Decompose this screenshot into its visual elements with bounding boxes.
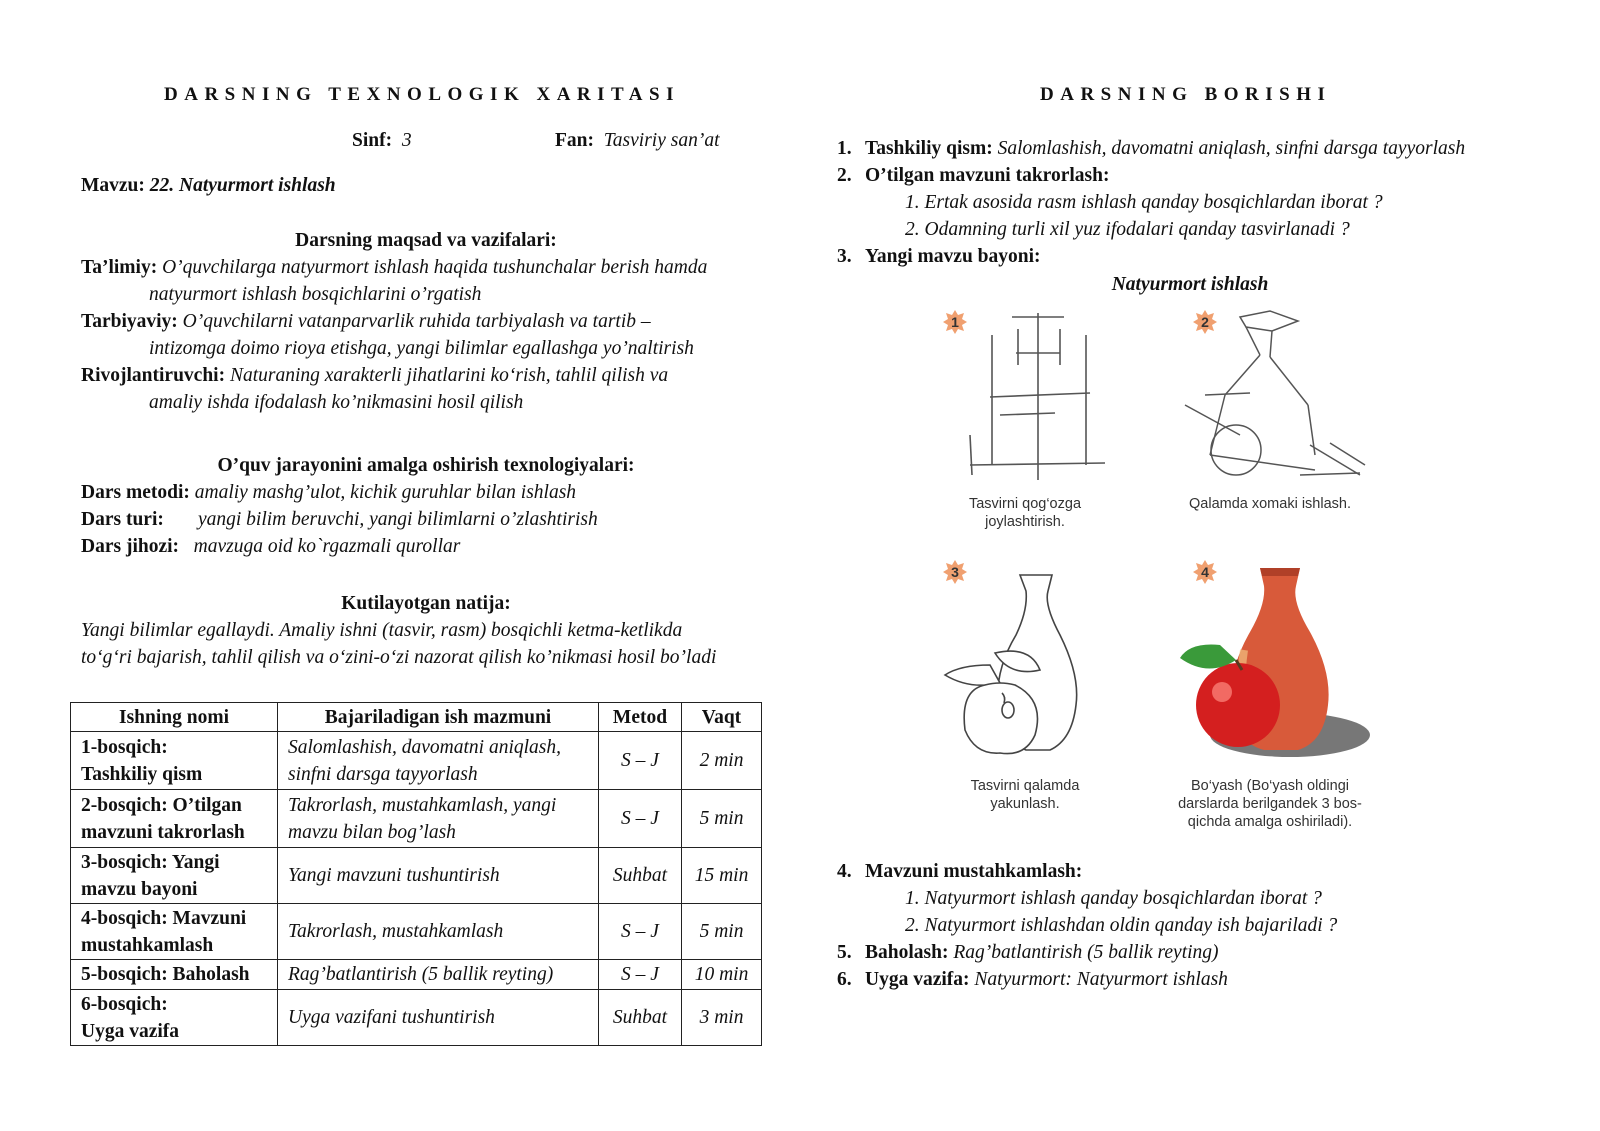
stage-name: 5-bosqich: Baholash [71, 960, 278, 990]
question: 1. Natyurmort ishlash qanday bosqichlardan iborat ? [905, 888, 1322, 909]
mavzu-value: 22. Natyurmort ishlash [149, 175, 336, 196]
stage-name: 6-bosqich: Uyga vazifa [71, 990, 278, 1046]
step4-caption: Bo‘yash (Bo‘yash oldingi darslarda berilgandek 3 bos- qichda amalga oshiriladi). [1178, 778, 1362, 830]
list-item: 3. Yangi mavzu bayoni: [837, 246, 1041, 267]
mavzu-field [81, 172, 336, 199]
list-item: 5. Baholash: Rag’batlantirish (5 ballik reyting) [837, 942, 1219, 963]
talimiy-label: Ta’limiy: [81, 257, 158, 278]
table-row [71, 732, 762, 790]
step3-sketch [940, 565, 1140, 765]
step4-painted [1160, 560, 1380, 770]
step-badge-2: 2 [1192, 309, 1218, 335]
result-text-cont: to‘g‘ri bajarish, tahlil qilish va o‘zini-o‘zi nazorat qilish ko’nikmasi hosil bo’ladi [81, 647, 717, 668]
step2-sketch [1180, 305, 1380, 490]
rivoj-text-cont: amaliy ishda ifodalash ko’nikmasini hosil qilish [149, 392, 524, 413]
fan-field [555, 127, 720, 154]
rivoj-text: Naturaning xarakterli jihatlarini ko‘rish, tahlil qilish va [229, 365, 669, 386]
talimiy-text-cont: natyurmort ishlash bosqichlarini o’rgatish [149, 284, 482, 305]
stage-name: 4-bosqich: Mavzuni mustahkamlash [71, 904, 278, 960]
metod-label: Dars metodi: [81, 482, 190, 503]
tarbiyaviy-label: Tarbiyaviy: [81, 311, 178, 332]
figure-title: Natyurmort ishlash [1111, 274, 1269, 295]
lesson-steps [837, 135, 1577, 270]
stage-vaqt: 3 min [682, 990, 762, 1046]
stage-metod: S – J [599, 960, 682, 990]
stage-metod: S – J [599, 904, 682, 960]
stage-vaqt: 2 min [682, 732, 762, 790]
stage-content: Takrorlash, mustahkamlash, yangi mavzu bilan bog’lash [278, 790, 599, 848]
stage-metod: S – J [599, 732, 682, 790]
stage-name: 2-bosqich: O’tilgan mavzuni takrorlash [71, 790, 278, 848]
question: 2. Natyurmort ishlashdan oldin qanday ish bajariladi ? [905, 915, 1338, 936]
step1-sketch [960, 305, 1120, 490]
result-heading: Kutilayotgan natija: [341, 593, 511, 614]
fan-label: Fan: [555, 130, 594, 151]
sinf-value: 3 [401, 130, 412, 151]
tarbiyaviy-text-cont: intizomga doimo rioya etishga, yangi bilimlar egallashga yo’naltirish [149, 338, 694, 359]
metod-value: amaliy mashg’ulot, kichik guruhlar bilan ishlash [194, 482, 577, 503]
table-row [71, 960, 762, 990]
natyurmort-steps-figure [930, 305, 1410, 855]
stage-vaqt: 15 min [682, 848, 762, 904]
stage-metod: S – J [599, 790, 682, 848]
jihozi-value: mavzuga oid ko`rgazmali qurollar [193, 536, 461, 557]
tarbiyaviy-text: O’quvchilarni vatanparvarlik ruhida tarbiyalash va tartib – [182, 311, 651, 332]
talimiy-text: O’quvchilarga natyurmort ishlash haqida tushunchalar berish hamda [162, 257, 708, 278]
table-row [71, 790, 762, 848]
stage-vaqt: 5 min [682, 904, 762, 960]
step3-caption: Tasvirni qalamda yakunlash. [970, 778, 1080, 812]
stage-name: 3-bosqich: Yangi mavzu bayoni [71, 848, 278, 904]
table-row [71, 904, 762, 960]
stage-vaqt: 10 min [682, 960, 762, 990]
header-metod: Metod [599, 703, 682, 732]
step2-caption: Qalamda xomaki ishlash. [1189, 496, 1351, 512]
stage-name: 1-bosqich: Tashkiliy qism [71, 732, 278, 790]
header-ishning-nomi: Ishning nomi [71, 703, 278, 732]
step-badge-1: 1 [942, 309, 968, 335]
turi-label: Dars turi: [81, 509, 164, 530]
step-badge-3: 3 [942, 559, 968, 585]
header-vaqt: Vaqt [682, 703, 762, 732]
table-header-row [71, 703, 762, 732]
left-title: DARSNING TEXNOLOGIK XARITASI [164, 84, 680, 105]
list-item: 2. O’tilgan mavzuni takrorlash: [837, 165, 1110, 186]
question: 2. Odamning turli xil yuz ifodalari qanday tasvirlanadi ? [905, 219, 1350, 240]
result-block [81, 617, 821, 671]
tech-block [81, 479, 801, 560]
sinf-label: Sinf: [352, 130, 393, 151]
lesson-steps-cont [837, 858, 1577, 993]
stage-content: Yangi mavzuni tushuntirish [278, 848, 599, 904]
mavzu-label: Mavzu: [81, 175, 145, 196]
goals-block [81, 254, 801, 416]
stage-content: Rag’batlantirish (5 ballik reyting) [278, 960, 599, 990]
list-item: 1. Tashkiliy qism: Salomlashish, davomatni aniqlash, sinfni darsga tayyorlash [837, 138, 1466, 159]
stage-content: Salomlashish, davomatni aniqlash, sinfni darsga tayyorlash [278, 732, 599, 790]
turi-value: yangi bilim beruvchi, yangi bilimlarni o’zlashtirish [197, 509, 598, 530]
step-badge-4: 4 [1192, 559, 1218, 585]
tech-heading: O’quv jarayonini amalga oshirish texnologiyalari: [217, 455, 635, 476]
jihozi-label: Dars jihozi: [81, 536, 180, 557]
fan-value: Tasviriy san’at [603, 130, 720, 151]
stage-metod: Suhbat [599, 848, 682, 904]
stage-content: Uyga vazifani tushuntirish [278, 990, 599, 1046]
stage-content: Takrorlash, mustahkamlash [278, 904, 599, 960]
rivoj-label: Rivojlantiruvchi: [81, 365, 226, 386]
lesson-plan-table [70, 702, 762, 1046]
table-row [71, 848, 762, 904]
goals-heading: Darsning maqsad va vazifalari: [295, 230, 557, 251]
stage-vaqt: 5 min [682, 790, 762, 848]
table-row [71, 990, 762, 1046]
list-item: 6. Uyga vazifa: Natyurmort: Natyurmort ishlash [837, 969, 1228, 990]
question: 1. Ertak asosida rasm ishlash qanday bosqichlardan iborat ? [905, 192, 1383, 213]
right-title: DARSNING BORISHI [1040, 84, 1332, 105]
result-text: Yangi bilimlar egallaydi. Amaliy ishni (tasvir, rasm) bosqichli ketma-ketlikda [81, 620, 683, 641]
step1-caption: Tasvirni qog‘ozga joylashtirish. [968, 496, 1082, 530]
header-mazmuni: Bajariladigan ish mazmuni [278, 703, 599, 732]
list-item: 4. Mavzuni mustahkamlash: [837, 861, 1083, 882]
sinf-field [352, 127, 412, 154]
stage-metod: Suhbat [599, 990, 682, 1046]
